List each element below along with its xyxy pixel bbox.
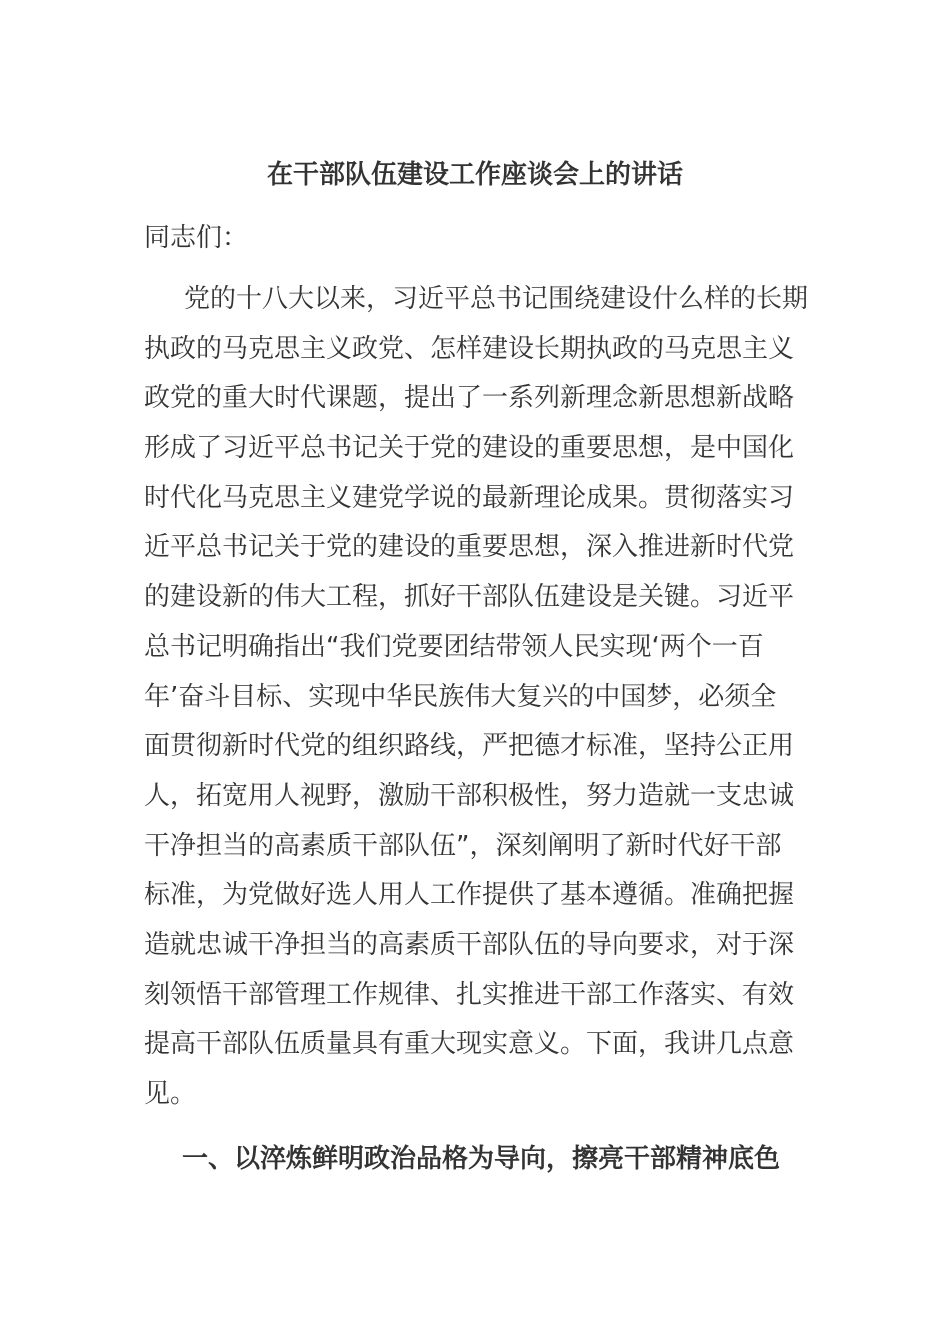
paragraph-line: 面贯彻新时代党的组织路线，严把德才标准，坚持公正用 <box>144 731 795 762</box>
paragraph-line: 的建设新的伟大工程，抓好干部队伍建设是关键。习近平 <box>144 582 795 613</box>
paragraph-line: 政党的重大时代课题，提出了一系列新理念新思想新战略 <box>144 383 795 414</box>
paragraph-line: 造就忠诚干净担当的高素质干部队伍的导向要求，对于深 <box>144 929 795 960</box>
paragraph-line: 干净担当的高素质干部队伍”，深刻阐明了新时代好干部 <box>144 830 782 861</box>
paragraph-line: 近平总书记关于党的建设的重要思想，深入推进新时代党 <box>144 532 795 563</box>
paragraph-line: 提高干部队伍质量具有重大现实意义。下面，我讲几点意 <box>144 1029 795 1060</box>
section-heading: 一、以淬炼鲜明政治品格为导向，擦亮干部精神底色 <box>182 1144 781 1174</box>
body-paragraph <box>144 280 824 1125</box>
paragraph-line: 时代化马克思主义建党学说的最新理论成果。贯彻落实习 <box>144 482 795 513</box>
paragraph-line: 党的十八大以来，习近平总书记围绕建设什么样的长期 <box>184 284 809 314</box>
paragraph-line: 形成了习近平总书记关于党的建设的重要思想，是中国化 <box>144 433 795 464</box>
paragraph-line: 刻领悟干部管理工作规律、扎实推进干部工作落实、有效 <box>144 979 795 1010</box>
salutation: 同志们： <box>144 223 249 253</box>
paragraph-line: 执政的马克思主义政党、怎样建设长期执政的马克思主义 <box>144 333 795 364</box>
paragraph-line: 见。 <box>144 1079 197 1109</box>
paragraph-line: 总书记明确指出“我们党要团结带领人民实现‘两个一百 <box>144 631 764 662</box>
paragraph-line: 标准，为党做好选人用人工作提供了基本遵循。准确把握 <box>144 880 795 911</box>
paragraph-line: 人，拓宽用人视野，激励干部积极性，努力造就一支忠诚 <box>144 780 795 811</box>
document-title: 在干部队伍建设工作座谈会上的讲话 <box>266 160 683 190</box>
paragraph-line: 年’奋斗目标、实现中华民族伟大复兴的中国梦，必须全 <box>144 681 777 712</box>
